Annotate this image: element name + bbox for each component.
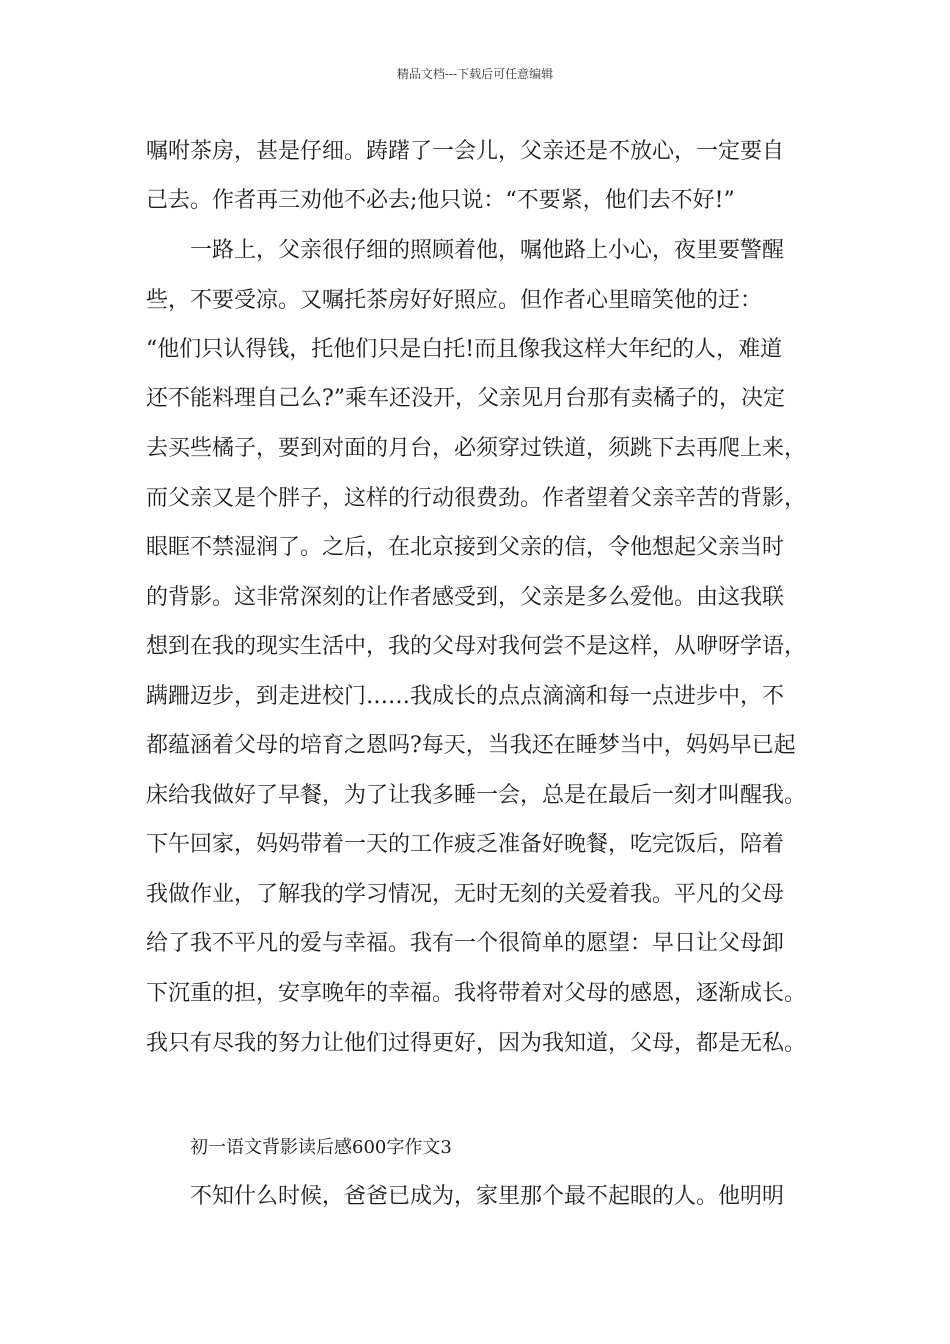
text-line: 我只有尽我的努力让他们过得更好，因为我知道，父母，都是无私。 — [146, 1031, 807, 1056]
text-line: 下沉重的担，安享晚年的幸福。我将带着对父母的感恩，逐渐成长。 — [146, 981, 807, 1006]
text-line: 去买些橘子，要到对面的月台，必须穿过铁道，须跳下去再爬上来， — [146, 436, 807, 461]
text-line: “他们只认得钱，托他们只是白托!而且像我这样大年纪的人，难道 — [146, 337, 783, 362]
text-line: 床给我做好了早餐，为了让我多睡一会，总是在最后一刻才叫醒我。 — [146, 783, 807, 808]
page-header: 精品文档---下载后可任意编辑 — [396, 67, 554, 81]
text-line: 我做作业，了解我的学习情况，无时无刻的关爱着我。平凡的父母 — [146, 882, 785, 907]
text-line: 都蕴涵着父母的培育之恩吗?每天，当我还在睡梦当中，妈妈早已起 — [146, 733, 796, 758]
text-line: 蹒跚迈步，到走进校门……我成长的点点滴滴和每一点进步中，不 — [146, 684, 785, 709]
text-line: 下午回家，妈妈带着一天的工作疲乏准备好晚餐，吃完饭后，陪着 — [146, 832, 785, 857]
paragraph-first-line: 不知什么时候，爸爸已成为，家里那个最不起眼的人。他明明 — [190, 1184, 785, 1209]
text-line: 眼眶不禁湿润了。之后，在北京接到父亲的信，令他想起父亲当时 — [146, 535, 785, 560]
text-line: 嘱咐茶房，甚是仔细。踌躇了一会儿，父亲还是不放心，一定要自 — [146, 139, 785, 164]
text-line: 想到在我的现实生活中，我的父母对我何尝不是这样，从咿呀学语， — [146, 634, 807, 659]
section-heading: 初一语文背影读后感600字作文3 — [190, 1137, 452, 1158]
text-line: 的背影。这非常深刻的让作者感受到，父亲是多么爱他。由这我联 — [146, 585, 785, 610]
text-line: 些，不要受凉。又嘱托茶房好好照应。但作者心里暗笑他的迂： — [146, 288, 763, 313]
text-line: 而父亲又是个胖子，这样的行动很费劲。作者望着父亲辛苦的背影， — [146, 486, 807, 511]
text-line: 给了我不平凡的爱与幸福。我有一个很简单的愿望：早日让父母卸 — [146, 931, 785, 956]
text-line: 己去。作者再三劝他不必去;他只说：“不要紧，他们去不好!” — [146, 188, 735, 213]
text-line: 还不能料理自己么?”乘车还没开，父亲见月台那有卖橘子的，决定 — [146, 386, 786, 411]
paragraph-first-line: 一路上，父亲很仔细的照顾着他，嘱他路上小心，夜里要警醒 — [190, 238, 785, 263]
